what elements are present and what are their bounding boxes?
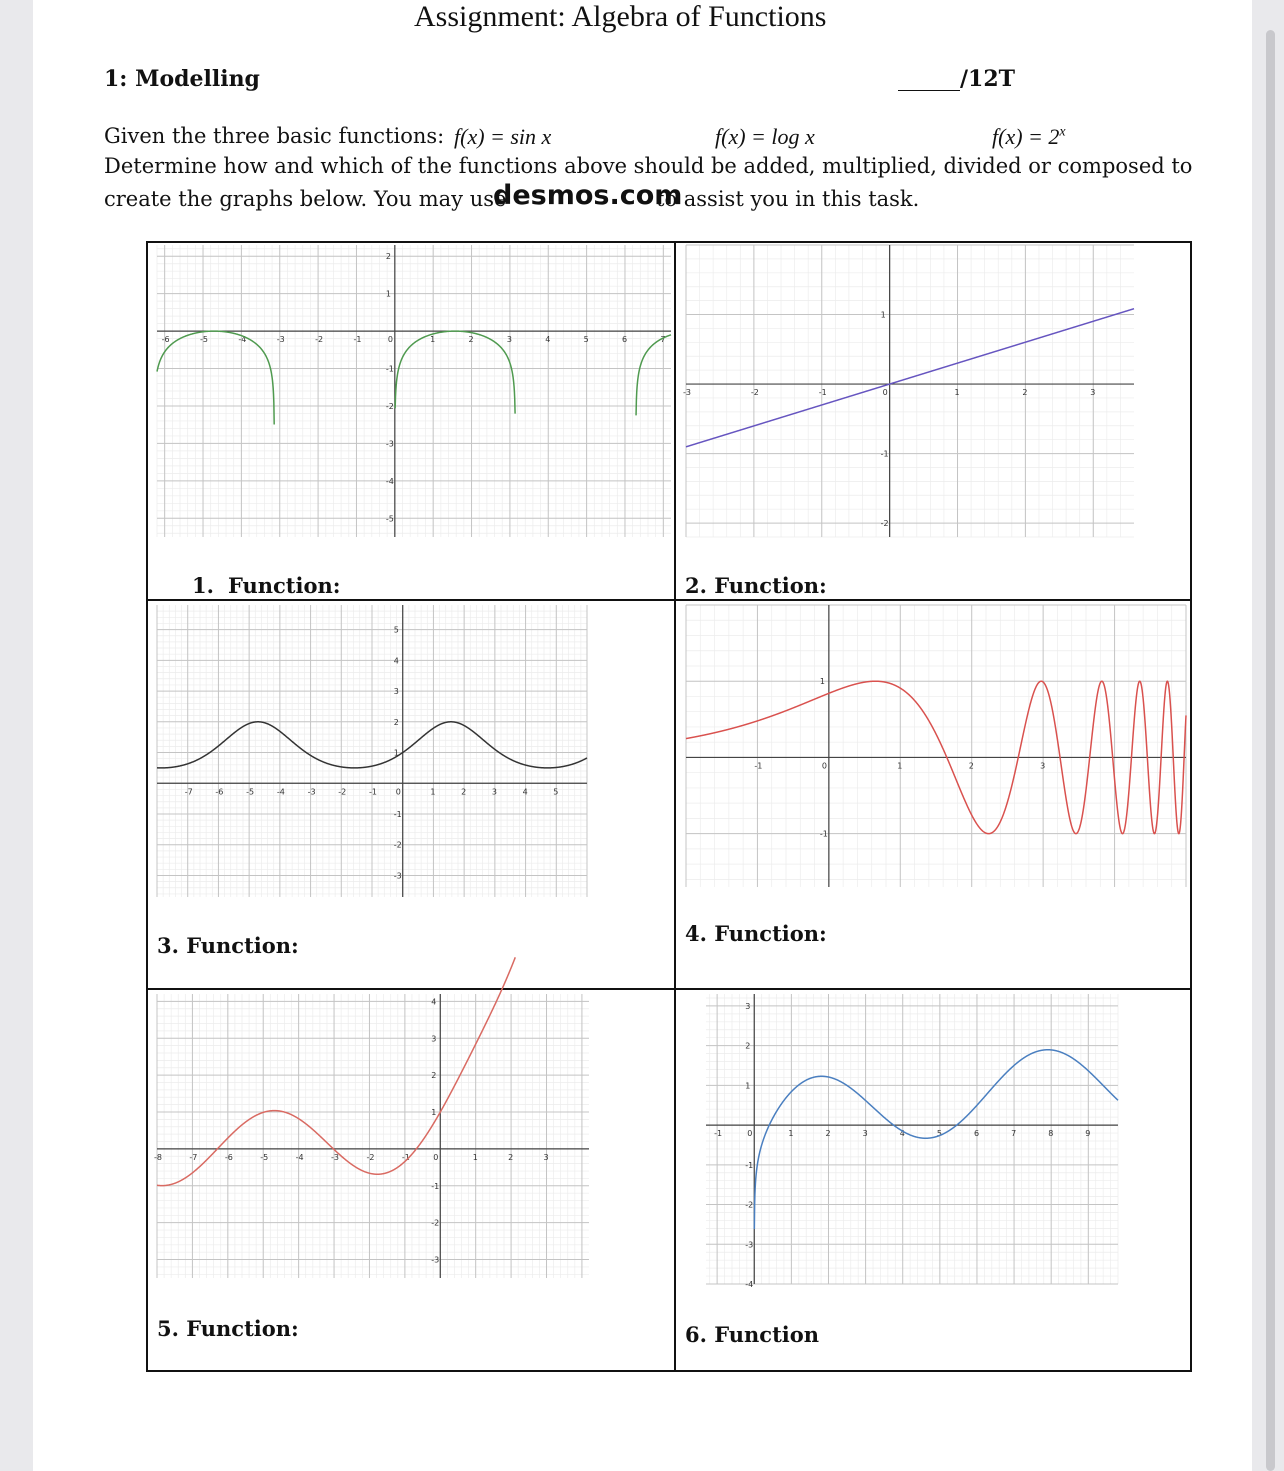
g3-y-tick-label: 5	[393, 625, 399, 635]
g6-x-tick-label: -1	[714, 1129, 723, 1139]
g6-x-tick-label: 2	[825, 1129, 831, 1139]
g5-x-tick-label: -3	[331, 1152, 340, 1162]
table-divider-vertical	[674, 241, 676, 1372]
g4-x-tick-label: 1	[897, 761, 903, 771]
g6-curve	[754, 1050, 1118, 1229]
g2-x-tick-label: 3	[1090, 388, 1096, 398]
g2-y-tick-label: -2	[880, 519, 889, 529]
table-divider-row2	[146, 988, 1192, 990]
g2-x-tick-label: -1	[818, 388, 827, 398]
g2-x-tick-label: 2	[1022, 388, 1028, 398]
intro-tool-text-end: to assist you in this task.	[656, 187, 920, 211]
g6-x-tick-label: 1	[788, 1129, 794, 1139]
g1-x-tick-label: 7	[660, 335, 666, 345]
table-border-top	[146, 241, 1192, 243]
table-border-right	[1190, 241, 1192, 1372]
g1-y-tick-label: -4	[385, 476, 394, 486]
g5-x-tick-label: 1	[472, 1152, 478, 1162]
g3-y-tick-label: 3	[393, 687, 399, 697]
table-border-bottom	[146, 1370, 1192, 1372]
g4-y-tick-label: 1	[819, 677, 825, 687]
g3-x-tick-label: 2	[461, 787, 467, 797]
graph-4	[686, 605, 1186, 887]
g5-x-tick-label: -5	[260, 1152, 269, 1162]
g3-x-tick-label: -6	[215, 787, 224, 797]
g3-y-tick-label: -1	[393, 810, 402, 820]
g1-x-tick-label: -6	[161, 335, 170, 345]
g5-y-tick-label: -2	[431, 1218, 440, 1228]
g6-y-tick-label: -1	[745, 1160, 754, 1170]
g5-y-tick-label: 3	[431, 1034, 437, 1044]
g2-x-tick-label: -3	[683, 388, 691, 398]
g6-y-tick-label: 3	[745, 1001, 751, 1011]
g2-x-tick-label: 0	[882, 388, 888, 398]
graph-1-number: 1.	[192, 573, 214, 598]
g1-x-tick-label: 2	[468, 335, 474, 345]
g1-x-tick-label: -3	[276, 335, 285, 345]
graph-4-label: 4. Function:	[685, 921, 827, 946]
g3-x-tick-label: -7	[184, 787, 193, 797]
g5-y-tick-label: 1	[431, 1108, 437, 1118]
g6-x-tick-label: 4	[899, 1129, 905, 1139]
g4-x-tick-label: -1	[754, 761, 763, 771]
graph-5	[154, 994, 589, 1278]
scrollbar[interactable]	[1266, 30, 1275, 1471]
graph-6-label: 6. Function	[685, 1322, 820, 1347]
g1-x-tick-label: -2	[315, 335, 324, 345]
function-exp-base: f(x) = 2	[992, 124, 1060, 149]
g4-y-tick-label: -1	[819, 829, 828, 839]
g2-y-tick-label: 1	[880, 310, 886, 320]
intro-tool-text: create the graphs below. You may use	[104, 187, 507, 211]
g2-y-tick-label: -1	[880, 449, 889, 459]
graph-6	[706, 994, 1118, 1289]
graph-5-label: 5. Function:	[157, 1316, 299, 1341]
g1-x-tick-label: -5	[200, 335, 209, 345]
g3-x-tick-label: 5	[553, 787, 559, 797]
table-divider-row1	[146, 599, 1192, 601]
intro-instructions: Determine how and which of the functions above should be added, multiplied, divided or composed to	[104, 154, 1193, 178]
graph-3-label: 3. Function:	[157, 933, 299, 958]
function-sin: f(x) = sin x	[454, 124, 552, 149]
graph-2-label: 2. Function:	[685, 573, 827, 598]
g4-x-tick-label: 0	[821, 761, 827, 771]
g1-y-tick-label: 2	[385, 252, 391, 262]
g5-major-grid	[157, 994, 589, 1278]
g5-y-tick-label: -3	[431, 1255, 440, 1265]
g1-x-tick-label: 3	[506, 335, 512, 345]
g6-x-tick-label: 7	[1011, 1129, 1017, 1139]
g5-x-tick-label: -4	[295, 1152, 304, 1162]
g5-x-tick-label: -8	[154, 1152, 162, 1162]
g5-x-tick-label: -1	[401, 1152, 410, 1162]
g1-y-tick-label: 1	[385, 289, 391, 299]
g3-x-tick-label: 1	[430, 787, 436, 797]
g1-x-tick-label: 5	[583, 335, 589, 345]
g3-x-tick-label: -2	[338, 787, 347, 797]
g3-x-tick-label: 0	[395, 787, 401, 797]
g1-x-tick-label: 6	[621, 335, 628, 345]
g1-x-tick-label: -4	[238, 335, 247, 345]
g5-x-tick-label: 0	[433, 1152, 439, 1162]
g1-x-tick-label: 1	[430, 335, 436, 345]
graph-2	[683, 245, 1134, 537]
g3-y-tick-label: 4	[393, 656, 399, 666]
g2-x-tick-label: -2	[750, 388, 759, 398]
g6-y-tick-label: -2	[745, 1200, 754, 1210]
graph-3	[157, 605, 587, 897]
g6-y-tick-label: 1	[745, 1081, 751, 1091]
function-log: f(x) = log x	[715, 124, 815, 149]
g6-x-tick-label: 5	[936, 1129, 942, 1139]
graph-1	[157, 245, 671, 537]
g3-x-tick-label: -4	[276, 787, 285, 797]
g3-x-tick-label: -5	[246, 787, 255, 797]
function-exp	[992, 124, 1066, 150]
g6-x-tick-label: 6	[973, 1129, 980, 1139]
g6-y-tick-label: -4	[745, 1280, 754, 1289]
g3-x-tick-label: -3	[307, 787, 316, 797]
g4-x-tick-label: 2	[968, 761, 974, 771]
g3-x-tick-label: 4	[522, 787, 528, 797]
g1-minor-grid	[157, 245, 671, 537]
g3-y-tick-label: -3	[393, 871, 402, 881]
g5-x-tick-label: 2	[508, 1152, 514, 1162]
graph-1-function-text: Function:	[227, 573, 341, 598]
g5-minor-grid	[157, 994, 589, 1278]
g1-x-tick-label: 4	[545, 335, 551, 345]
g1-y-tick-label: -5	[385, 514, 394, 524]
g4-x-tick-label: 3	[1040, 761, 1046, 771]
section-heading: 1: Modelling	[104, 66, 260, 92]
table-border-left	[146, 241, 148, 1372]
g3-y-tick-label: 2	[393, 717, 399, 727]
g2-x-tick-label: 1	[954, 388, 960, 398]
g3-major-grid	[157, 605, 587, 897]
g1-y-tick-label: -1	[385, 364, 394, 374]
g6-x-tick-label: 9	[1085, 1129, 1091, 1139]
graph-1-label	[192, 573, 341, 598]
g6-y-tick-label: 2	[745, 1041, 751, 1051]
intro-given: Given the three basic functions:	[104, 124, 445, 148]
g6-x-tick-label: 8	[1048, 1129, 1054, 1139]
g3-x-tick-label: 3	[491, 787, 497, 797]
g3-x-tick-label: -1	[369, 787, 377, 797]
g5-x-tick-label: -2	[366, 1152, 375, 1162]
g5-y-tick-label: 4	[431, 997, 437, 1007]
desmos-link-text: desmos.com	[493, 180, 683, 211]
score-blank	[898, 90, 960, 91]
g1-curve	[157, 331, 671, 424]
g5-x-tick-label: 3	[543, 1152, 549, 1162]
g5-x-tick-label: -6	[224, 1152, 233, 1162]
g1-y-tick-label: -3	[385, 439, 394, 449]
g6-x-tick-label: 3	[862, 1129, 868, 1139]
g5-y-tick-label: 2	[431, 1071, 437, 1081]
assignment-title: Assignment: Algebra of Functions	[414, 0, 827, 33]
g5-y-tick-label: -1	[431, 1181, 440, 1191]
g1-y-tick-label: -2	[385, 401, 394, 411]
function-exp-power: x	[1059, 124, 1066, 140]
g6-minor-grid	[706, 994, 1118, 1284]
g3-y-tick-label: 1	[393, 748, 399, 758]
g5-x-tick-label: -7	[189, 1152, 198, 1162]
g6-y-tick-label: -3	[745, 1240, 754, 1250]
g1-x-tick-label: -1	[353, 335, 362, 345]
g3-y-tick-label: -2	[393, 840, 402, 850]
score-total: /12T	[960, 66, 1016, 92]
g1-x-tick-label: 0	[387, 335, 393, 345]
g6-x-tick-label: 0	[747, 1129, 753, 1139]
